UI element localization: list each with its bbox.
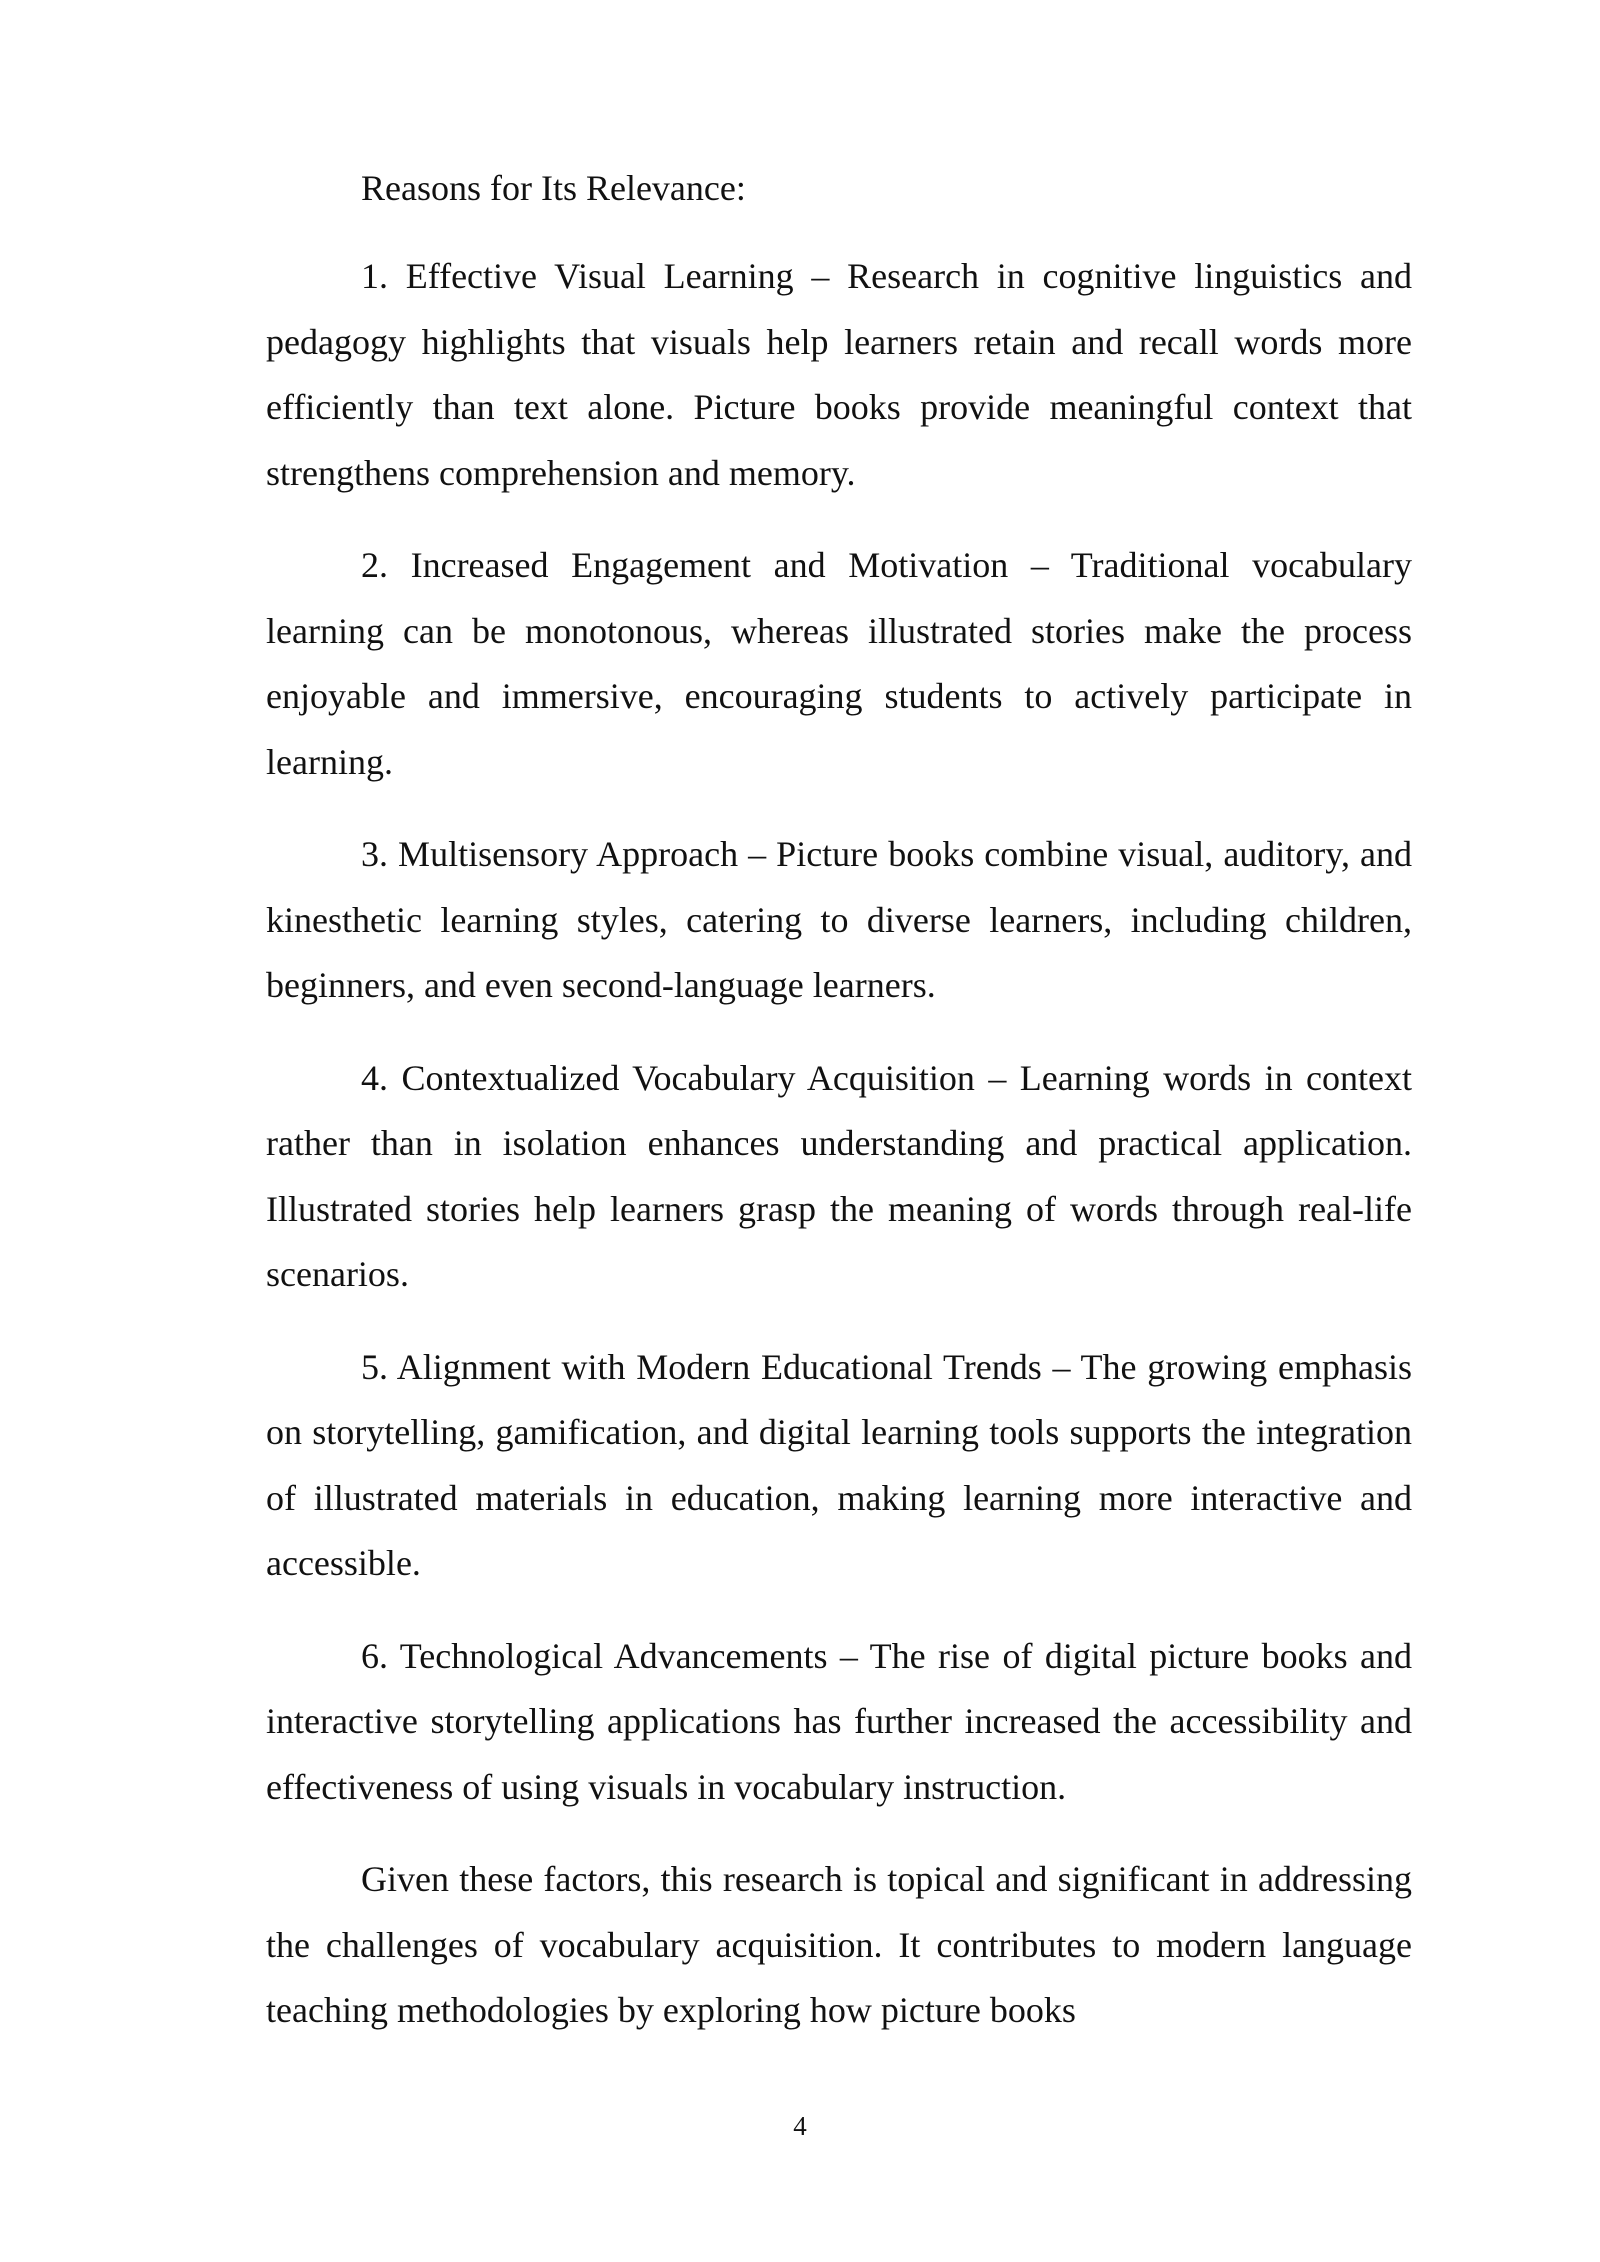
paragraph-7: Given these factors, this research is topical and significant in addressing the challenges of vocabulary acquisition. It contributes to modern language teaching methodologies by exploring how picture books (266, 1859, 1412, 2030)
paragraph-5: 5. Alignment with Modern Educational Trends – The growing emphasis on storytelling, gamification, and digital learning tools supports the integration of illustrated materials in education, making learning more interactive and accessible. (266, 1346, 1412, 1583)
paragraph-1: 1. Effective Visual Learning – Research in cognitive linguistics and pedagogy highlights that visuals help learners retain and recall words more efficiently than text alone. Picture books provide meaningful context that strengthens comprehension and memory. (266, 256, 1412, 493)
paragraph-6: 6. Technological Advancements – The rise of digital picture books and interactive storytelling applications has further increased the accessibility and effectiveness of using visuals in vocabulary instruction. (266, 1635, 1412, 1807)
paragraph-4: 4. Contextualized Vocabulary Acquisition – Learning words in context rather than in isolation enhances understanding and practical application. Illustrated stories help learners grasp the meaning of words through real-life scenarios. (266, 1057, 1412, 1294)
paragraph-3: 3. Multisensory Approach – Picture books combine visual, auditory, and kinesthetic learning styles, catering to diverse learners, including children, beginners, and even second-language learners. (266, 834, 1412, 1005)
paragraph-2: 2. Increased Engagement and Motivation – Traditional vocabulary learning can be monotonous, whereas illustrated stories make the process enjoyable and immersive, encouraging students to actively participate in learning. (266, 545, 1412, 782)
page-number: 4 (793, 2111, 807, 2141)
page-content (266, 162, 1412, 2071)
section-heading: Reasons for Its Relevance: (361, 168, 746, 208)
